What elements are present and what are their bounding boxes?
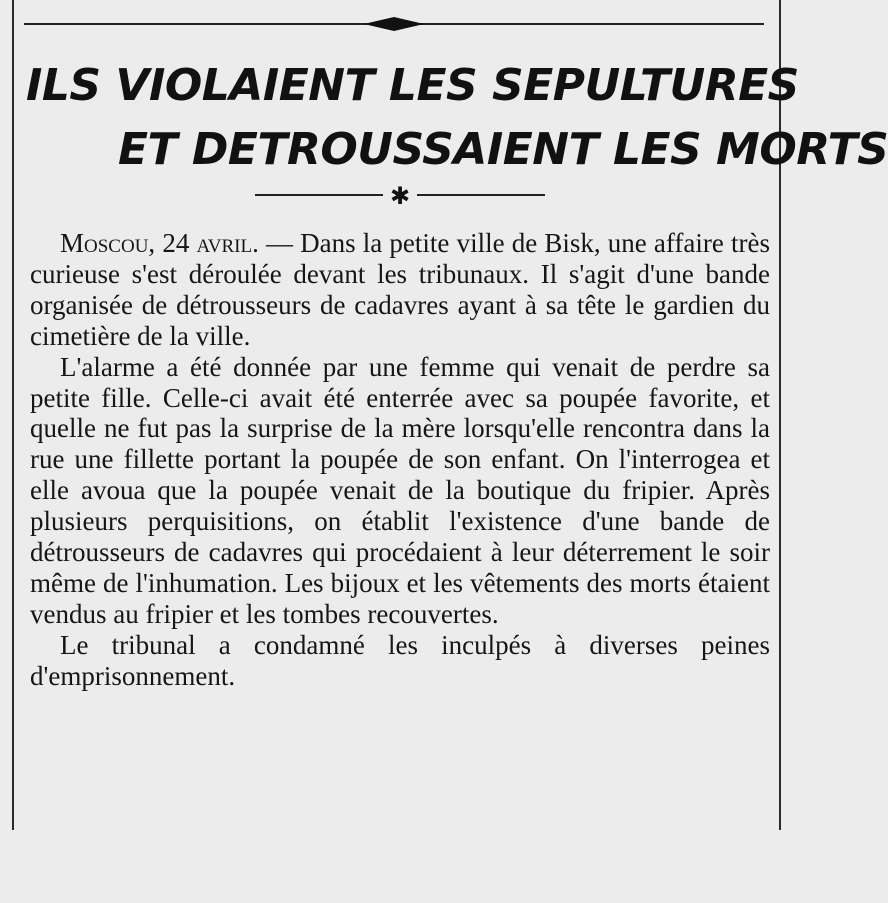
dateline: Moscou, 24 avril. — [60, 228, 259, 258]
ornamental-top-rule — [24, 16, 764, 32]
headline-line-2: ET DETROUSSAIENT LES MORTS — [118, 124, 888, 175]
star-separator — [255, 182, 545, 210]
article-paragraph: L'alarme a été donnée par une femme qui venait de perdre sa petite fille. Celle-ci avait été enterrée avec sa poupée favorite, et quelle ne fut pas la surprise de la mère lorsqu'elle rencontra dans la rue une fillette portant la poupée de son enfant. On l'interrogea et elle avoua que la poupée venait de la boutique du fripier. Après plusieurs perquisitions, on établit l'existence d'une bande de détrousseurs de cadavres qui procédaient à leur déterrement le soir même de l'inhumation. Les bijoux et les vêtements des morts étaient vendus au fripier et les tombes recouvertes. — [30, 351, 770, 629]
paragraph-text: — Dans la petite ville de Bisk, une affaire très curieuse s'est déroulée devant les tribunaux. Il s'agit d'une bande organisée de détrousseurs de cadavres ayant à sa tête le gardien du cimetière de la ville. — [30, 228, 770, 351]
headline-line-1: ILS VIOLAIENT LES SEPULTURES — [26, 60, 799, 111]
article-paragraph — [30, 228, 770, 352]
column-rule-left — [12, 0, 14, 830]
article-paragraph: Le tribunal a condamné les inculpés à diverses peines d'emprisonnement. — [30, 629, 770, 691]
asterisk-icon: ✱ — [389, 182, 411, 210]
article-body — [30, 228, 770, 692]
